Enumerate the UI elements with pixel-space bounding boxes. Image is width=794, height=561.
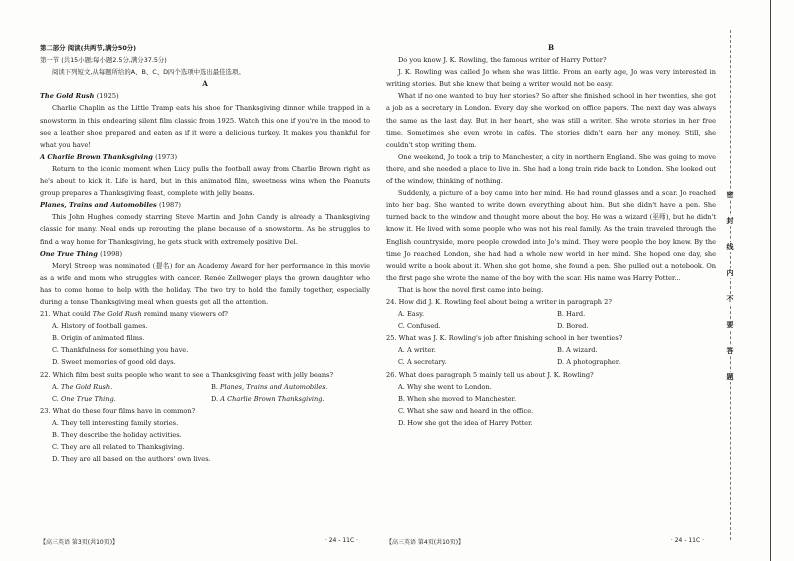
paragraph: One weekend, Jo took a trip to Manchester, a city in northern England. She was going to move there, and she needed a place to live in. She had a long train ride back to London. She looked out of the window, thinking of nothing.: [386, 152, 716, 186]
answer-option: [398, 308, 557, 320]
answer-option: [557, 356, 716, 368]
paragraph: That is how the novel first came into being.: [398, 285, 544, 294]
option-letter: D.: [557, 358, 567, 367]
option-text: The Gold Rush.: [60, 382, 113, 391]
option-text: A secretary.: [407, 358, 447, 367]
instruction-text: 阅读下列短文,从每题所给的A、B、C、D四个选项中选出最佳选项。: [52, 68, 245, 77]
answer-option: [52, 381, 211, 393]
left-column: [40, 42, 370, 465]
paragraph: Do you know J. K. Rowling, the famous writer of Harry Potter?: [398, 56, 607, 65]
film-name: A Charlie Brown Thanksgiving: [40, 152, 153, 161]
seal-character: 内: [720, 268, 740, 278]
option-letter: B.: [211, 382, 221, 391]
paragraph: J. K. Rowling was called Jo when she was little. From an early age, Jo was very interested in writing stories. But she knew that being a writer would not be easy.: [386, 68, 716, 89]
option-letter: A.: [398, 310, 407, 319]
option-row: [386, 308, 716, 320]
option-letter: C.: [52, 394, 62, 403]
paragraph: What if no one wanted to buy her stories? So after she finished school in her twenties, she got a job as a secretary in London. Every day she worked on office papers. The next day was always the same as the last day. But in her heart, she was still a writer. She wrote stories in her free time. Sometimes she even wrote in cafés. The stories didn't earn her any money. Still, she couldn't stop writing them.: [386, 92, 716, 149]
answer-option: [398, 356, 557, 368]
stem-text: 23. What do these four films have in common?: [40, 406, 196, 415]
seal-character: 答: [720, 346, 740, 356]
footer-page-label: 【高三英语 第4页(共10页)】: [386, 539, 465, 546]
stem-title: The Gold Rush: [92, 310, 142, 319]
answer-option: [211, 393, 370, 405]
option-text: A wizard.: [566, 346, 598, 355]
option-letter: A.: [398, 346, 407, 355]
answer-option: [211, 381, 370, 393]
film-description: Meryl Streep was nominated (提名) for an Academy Award for her performance in this movie as a wife and mom who struggles with cancer. Renée Zellweger plays the grown daughter who has to come home to help with the holiday. The two try to hold the family together, especially during a tense Thanksgiving meal when guests get all the attention.: [40, 261, 370, 306]
seal-character: 不: [720, 294, 740, 304]
option-text: Hard.: [566, 310, 586, 319]
option-text: Planes, Trains and Automobiles.: [220, 382, 328, 391]
stem-text: 22. Which film best suits people who want to see a Thanksgiving feast with jelly beans?: [40, 370, 333, 379]
footer-left: [40, 537, 358, 546]
film-description: This John Hughes comedy starring Steve Martin and John Candy is already a Thanksgiving classic for many. Neal ends up rerouting the plane because of a snowstorm. As he struggles to find a way home for Thanksgiving, he gets stuck with extremely positive Del.: [40, 213, 370, 246]
question-stem: 24. How did J. K. Rowling feel about being a writer in paragraph 2?: [386, 297, 612, 306]
seal-character: 封: [720, 216, 740, 226]
option-row: [386, 356, 716, 368]
passage-b-letter: B: [547, 43, 555, 52]
option-text: A Charlie Brown Thanksgiving.: [220, 394, 325, 403]
question-stem: [40, 308, 370, 320]
option-text: Bored.: [566, 322, 589, 331]
question-stem: 26. What does paragraph 5 mainly tell us about J. K. Rowling?: [386, 370, 594, 379]
passage-b-text: [386, 54, 716, 296]
answer-option: [398, 320, 557, 332]
footer-code: · 24 - 11C ·: [670, 537, 704, 544]
answer-option: B. When she moved to Manchester.: [398, 394, 517, 403]
right-column: [386, 42, 716, 429]
seal-character: 线: [720, 242, 740, 252]
answer-option: A. They tell interesting family stories.: [52, 418, 179, 427]
answer-option: [398, 344, 557, 356]
seal-dashed-line: [730, 30, 731, 540]
answer-option: C. They are all related to Thanksgiving.: [52, 443, 185, 452]
film-year: (1998): [100, 249, 123, 258]
question-stem: [40, 405, 370, 417]
answer-option: [52, 393, 211, 405]
film-year: (1925): [96, 92, 119, 101]
answer-option: B. They describe the holiday activities.: [52, 431, 182, 439]
footer-right: [386, 537, 704, 546]
film-title: [40, 248, 370, 260]
option-text: One True Thing.: [61, 394, 116, 403]
film-year: (1973): [155, 152, 178, 161]
binding-margin: [712, 0, 794, 561]
film-title: [40, 199, 370, 211]
seal-character: 密: [720, 190, 740, 200]
option-row: [40, 393, 370, 405]
answer-option: C. Thankfulness for something you have.: [52, 346, 189, 355]
film-name: Planes, Trains and Automobiles: [40, 201, 157, 210]
option-row: [386, 344, 716, 356]
option-letter: C.: [398, 322, 408, 331]
option-letter: C.: [398, 358, 408, 367]
option-row: [40, 381, 370, 393]
option-text: Confused.: [407, 322, 441, 331]
question-stem: [40, 369, 370, 381]
option-letter: D.: [211, 394, 221, 403]
passage-a-questions: [40, 308, 370, 465]
option-letter: D.: [557, 322, 567, 331]
option-text: Easy.: [406, 310, 425, 319]
film-title: [40, 90, 370, 102]
passage-b-questions: [386, 296, 716, 429]
film-description: Return to the iconic moment when Lucy pulls the football away from Charlie Brown right as he's about to kick it. Life is hard, but in this animated film, sweetness wins when the Peanuts group prepares a Thanksgiving feast, complete with jelly beans.: [40, 164, 370, 198]
footer-page-label: 【高三英语 第3页(共10页)】: [40, 539, 119, 546]
option-letter: A.: [52, 382, 61, 391]
answer-option: [557, 320, 716, 332]
passage-a-films: [40, 90, 370, 308]
answer-option: A. Why she went to London.: [398, 382, 492, 391]
footer-code: · 24 - 11C ·: [324, 537, 358, 544]
option-letter: B.: [557, 346, 567, 355]
answer-option: D. Sweet memories of good old days.: [52, 358, 176, 367]
passage-a-letter: A: [202, 79, 208, 89]
question-stem: 25. What was J. K. Rowling's job after finishing school in her twenties?: [386, 334, 623, 343]
film-title: [40, 151, 370, 163]
option-text: A photographer.: [566, 358, 621, 367]
answer-option: D. How she got the idea of Harry Potter.: [398, 418, 533, 427]
paragraph: Suddenly, a picture of a boy came into her mind. He had round glasses and a scar. Jo reached into her bag. She wanted to write down everything about him. But she didn't have a pen. She turned back to the window and thought more about the boy. He was a wizard (巫师), but he didn't know it. He lived with some people who was not his real family. As the train traveled through the English countryside, more people crowded into Jo's mind. They were people the boy knew. By the time Jo reached London, she had had a whole new world in her mind. She hoped one day, she would write a book about it. When she got home, she found a pen. She pulled out a notebook. On the first page she wrote the name of the boy with the scar. His name was Harry Potter...: [386, 189, 716, 282]
seal-character: 要: [720, 320, 740, 330]
film-name: The Gold Rush: [40, 92, 95, 101]
film-description: Charlie Chaplin as the Little Tramp eats his shoe for Thanksgiving dinner while trapped in a snowstorm in this endearing silent film classic from 1925. Watch this one if you're in the mood to see a leather shoe prepared and eaten as if it were a delicious turkey. It makes you thankful for what you have!: [40, 104, 370, 149]
option-row: [386, 320, 716, 332]
option-text: A writer.: [406, 346, 436, 355]
seal-character: 题: [720, 372, 740, 382]
answer-option: D. They are all based on the authors' own lives.: [52, 455, 211, 464]
stem-text: remind many viewers of?: [141, 310, 228, 319]
answer-option: B. Origin of animated films.: [52, 334, 145, 343]
answer-option: C. What she saw and heard in the office.: [398, 406, 534, 415]
stem-text: 21. What could: [40, 310, 93, 319]
section-heading: 第一节 (共15小题;每小题2.5分,满分37.5分): [40, 56, 167, 65]
answer-option: [557, 308, 716, 320]
answer-option: [557, 344, 716, 356]
margin-border-line: [770, 0, 771, 561]
answer-option: A. History of football games.: [52, 322, 148, 331]
part-heading: 第二部分 阅读(共两节,满分50分): [40, 44, 137, 52]
film-name: One True Thing: [40, 249, 98, 258]
option-letter: B.: [557, 310, 567, 319]
film-year: (1987): [159, 201, 181, 210]
